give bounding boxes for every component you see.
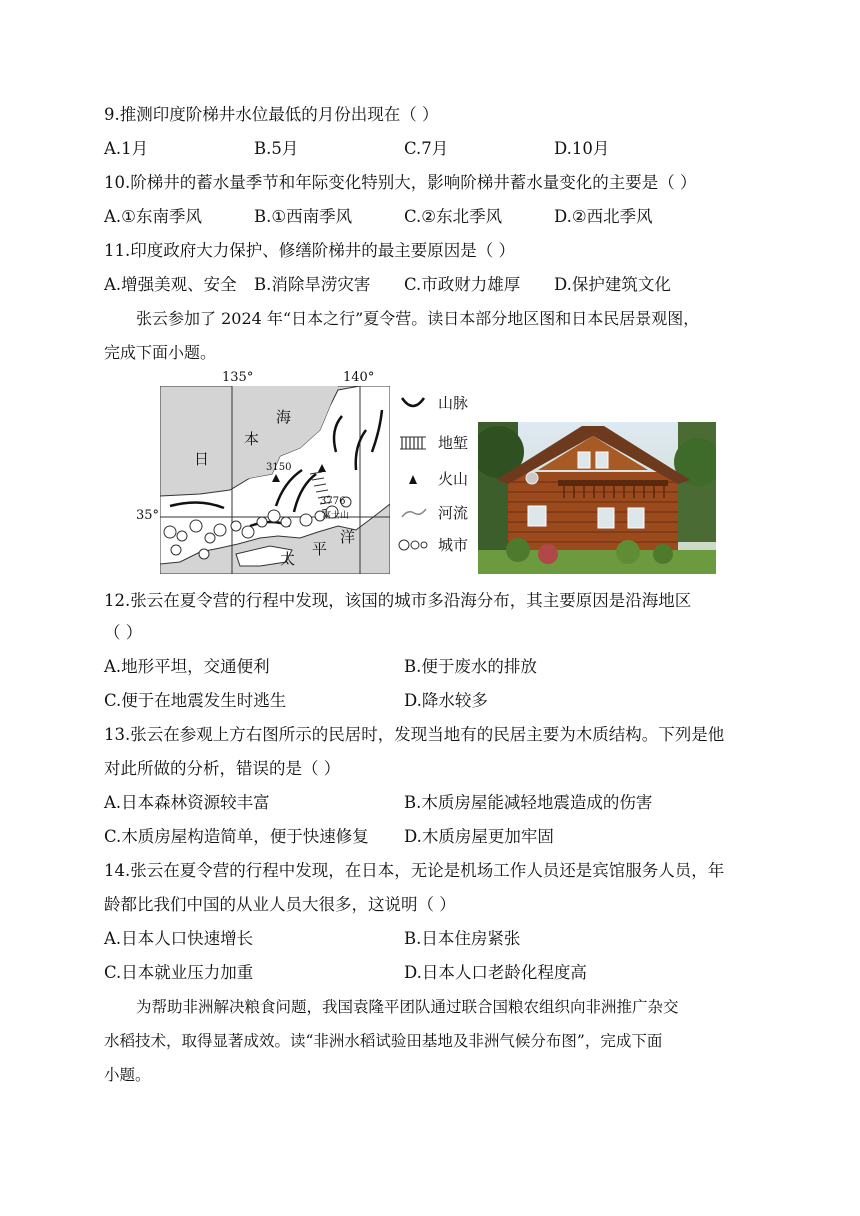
legend-city-label: 城市	[438, 536, 469, 554]
q14-option-a: A.日本人口快速增长	[104, 929, 254, 948]
map-sea-label-3: 海	[276, 408, 292, 426]
mountain-symbol-icon	[398, 394, 428, 412]
map-ocean-label-1: 太	[280, 550, 296, 568]
q12-option-b: B.便于废水的排放	[404, 657, 537, 676]
q9-option-d: D.10月	[554, 139, 610, 158]
wooden-house-illustration	[478, 422, 716, 574]
map-sea-label-1: 日	[194, 450, 210, 468]
q14-option-b: B.日本住房紧张	[404, 929, 521, 948]
legend-volcano-label: 火山	[438, 470, 469, 488]
q14-stem-line1: 14.张云在夏令营的行程中发现，在日本，无论是机场工作人员还是宾馆服务人员，年	[104, 861, 725, 880]
q13-stem-line2: 对此所做的分析，错误的是（ ）	[104, 759, 341, 778]
q12-option-a: A.地形平坦，交通便利	[104, 657, 270, 676]
map-ocean-label-3: 洋	[340, 528, 356, 546]
q13-stem-line1: 13.张云在参观上方右图所示的民居时，发现当地有的民居主要为木质结构。下列是他	[104, 725, 725, 744]
legend-mountain	[398, 392, 478, 414]
q9-stem: 9.推测印度阶梯井水位最低的月份出现在（ ）	[104, 105, 439, 124]
q9-option-a: A.1月	[104, 139, 149, 158]
q12-stem-line2: （ ）	[104, 623, 143, 642]
japan-map-svg	[160, 386, 390, 574]
map-elevation-2: 3776	[320, 496, 346, 507]
q14-stem-line2: 龄都比我们中国的从业人员大很多，这说明（ ）	[104, 895, 456, 914]
q13-option-c: C.木质房屋构造简单，便于快速修复	[104, 827, 369, 846]
intro-africa-line3: 小题。	[104, 1066, 151, 1084]
map-fuji-label: 富士山	[322, 511, 350, 521]
map-ocean-label-2: 平	[312, 540, 328, 558]
q10-stem: 10.阶梯井的蓄水量季节和年际变化特别大，影响阶梯井蓄水量变化的主要是（ ）	[104, 173, 697, 192]
q9-option-b: B.5月	[254, 139, 299, 158]
q9-option-c: C.7月	[404, 139, 449, 158]
q11-option-b: B.消除旱涝灾害	[254, 275, 371, 294]
q12-option-c: C.便于在地震发生时逃生	[104, 691, 287, 710]
map-sea-label-2: 本	[244, 430, 260, 448]
japan-map	[136, 370, 390, 574]
q14-option-c: C.日本就业压力加重	[104, 963, 254, 982]
legend-mountain-label: 山脉	[438, 394, 469, 412]
map-lon-135: 135°	[222, 370, 254, 385]
intro-japan-line1: 张云参加了 2024 年“日本之行”夏令营。读日本部分地区图和日本民居景观图，	[136, 309, 700, 328]
intro-africa-line1: 为帮助非洲解决粮食问题，我国袁隆平团队通过联合国粮农组织向非洲推广杂交	[136, 998, 679, 1016]
q10-option-a: A.①东南季风	[104, 207, 202, 226]
q14-option-d: D.日本人口老龄化程度高	[404, 963, 587, 982]
intro-africa-line2: 水稻技术，取得显著成效。读“非洲水稻试验田基地及非洲气候分布图”，完成下面	[104, 1032, 663, 1050]
legend-rift-label: 地堑	[438, 434, 469, 452]
legend-city	[398, 534, 478, 556]
legend-river-label: 河流	[438, 504, 469, 522]
q11-option-d: D.保护建筑文化	[554, 275, 671, 294]
q10-option-c: C.②东北季风	[404, 207, 503, 226]
map-elevation-1: 3150	[266, 462, 292, 473]
intro-japan-line2: 完成下面小题。	[104, 343, 217, 362]
q10-option-b: B.①西南季风	[254, 207, 353, 226]
city-symbol-icon	[398, 536, 438, 554]
q12-stem-line1: 12.张云在夏令营的行程中发现，该国的城市多沿海分布，其主要原因是沿海地区	[104, 591, 692, 610]
legend-rift	[398, 432, 478, 454]
q13-option-a: A.日本森林资源较丰富	[104, 793, 270, 812]
q12-option-d: D.降水较多	[404, 691, 488, 710]
river-symbol-icon	[398, 504, 428, 522]
rift-symbol-icon	[398, 434, 428, 452]
map-lat-35: 35°	[136, 508, 160, 523]
wooden-house-photo	[478, 422, 716, 574]
volcano-symbol-icon	[398, 470, 428, 488]
q11-option-c: C.市政财力雄厚	[404, 275, 521, 294]
q10-option-d: D.②西北季风	[554, 207, 653, 226]
q11-option-a: A.增强美观、安全	[104, 275, 237, 294]
q13-option-b: B.木质房屋能减轻地震造成的伤害	[404, 793, 653, 812]
q11-stem: 11.印度政府大力保护、修缮阶梯井的最主要原因是（ ）	[104, 241, 515, 260]
legend-volcano	[398, 468, 478, 490]
map-legend	[398, 386, 476, 574]
map-lon-140: 140°	[343, 370, 375, 385]
q13-option-d: D.木质房屋更加牢固	[404, 827, 554, 846]
legend-river	[398, 502, 478, 524]
